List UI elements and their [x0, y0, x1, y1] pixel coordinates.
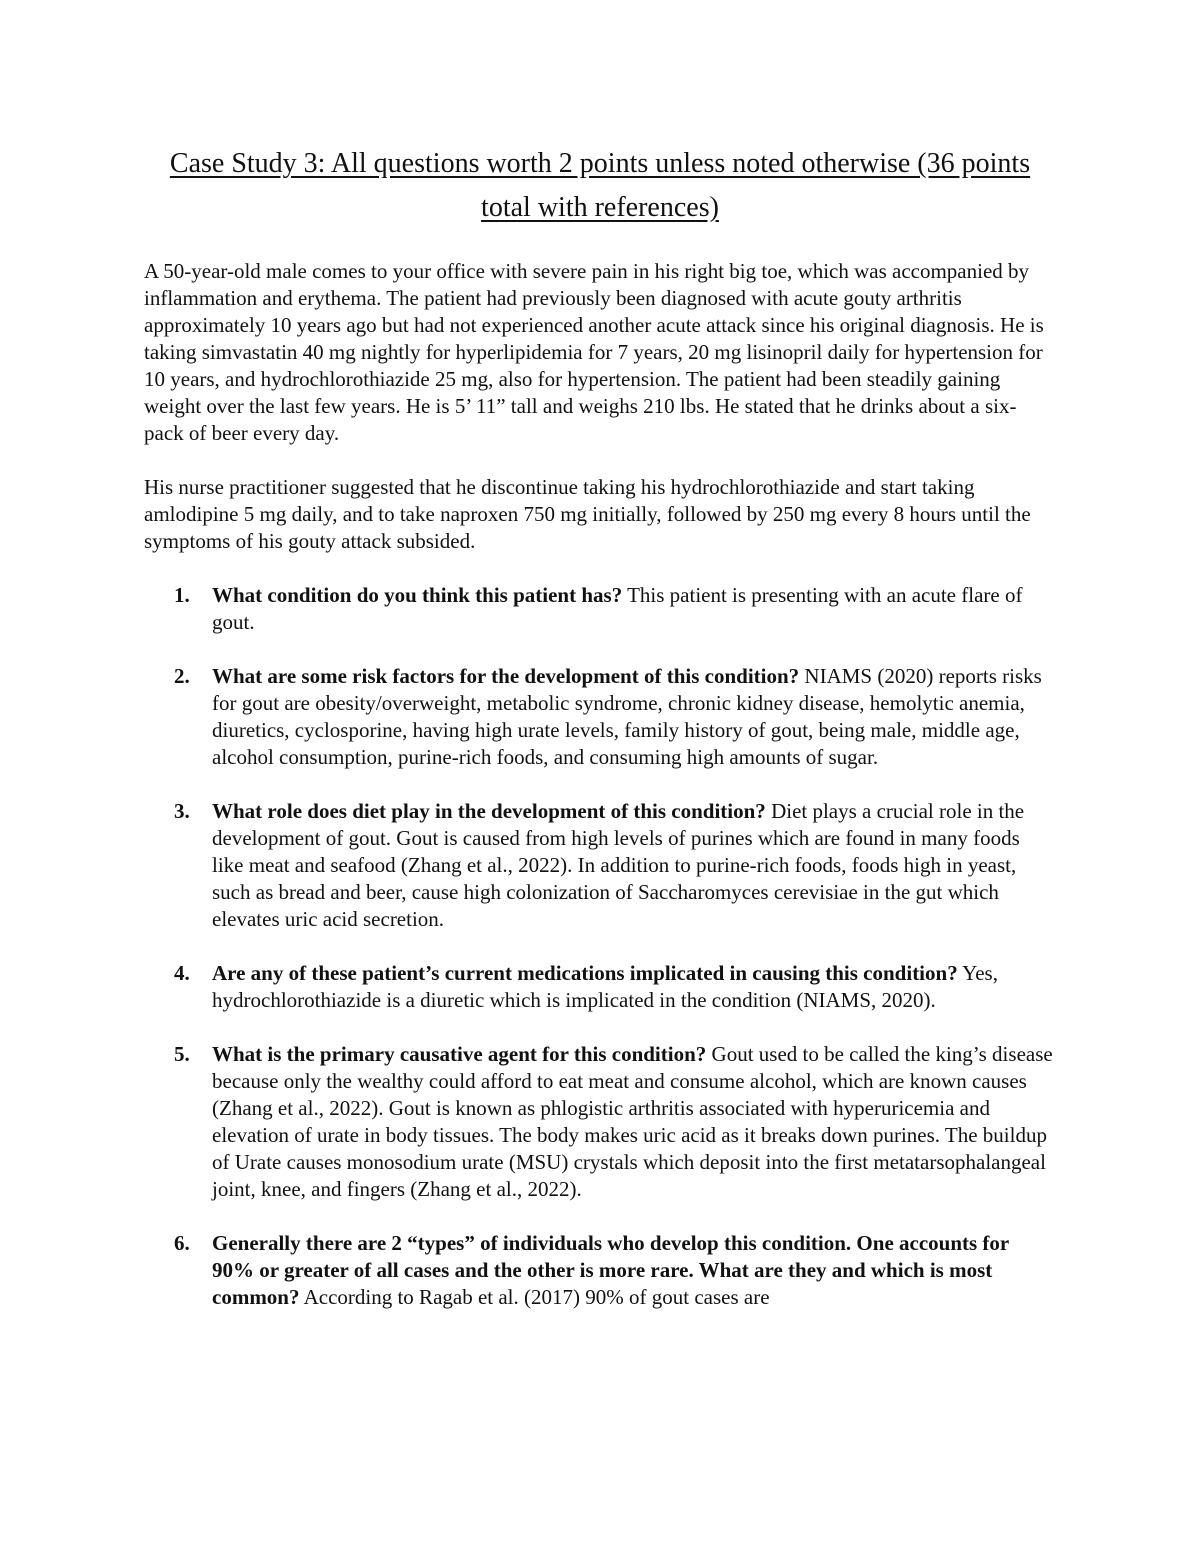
question-text: What is the primary causative agent for this condition?	[212, 1042, 707, 1066]
document-page	[144, 142, 1056, 1338]
question-number: 3.	[174, 799, 190, 823]
answer-text: Diet plays a crucial role in the development of gout. Gout is caused from high levels of purines which are found in many foods like meat and seafood (Zhang et al., 2022). In addition to purine-rich foods, foods high in yeast, such as bread and beer, cause high colonization of Saccharomyces cerevisiae in the gut which elevates uric acid secretion.	[212, 799, 1025, 931]
question-item-4	[144, 960, 1056, 1014]
answer-text: According to Ragab et al. (2017) 90% of gout cases are	[299, 1285, 770, 1309]
question-text: Generally there are 2 “types” of individuals who develop this condition. One accounts for 90% or greater of all cases and the other is more rare. What are they and which is most common?	[212, 1231, 1009, 1309]
question-item-6	[144, 1230, 1056, 1311]
question-list	[144, 582, 1056, 1311]
question-item-1	[144, 582, 1056, 636]
question-item-3	[144, 798, 1056, 933]
question-text: Are any of these patient’s current medications implicated in causing this condition?	[212, 961, 958, 985]
question-text: What are some risk factors for the development of this condition?	[212, 664, 800, 688]
question-item-2	[144, 663, 1056, 771]
question-text: What condition do you think this patient has?	[212, 583, 623, 607]
answer-text: Yes, hydrochlorothiazide is a diuretic which is implicated in the condition (NIAMS, 2020).	[212, 961, 998, 1012]
question-text: What role does diet play in the development of this condition?	[212, 799, 766, 823]
answer-text: Gout used to be called the king’s disease because only the wealthy could afford to eat meat and consume alcohol, which are known causes (Zhang et al., 2022). Gout is known as phlogistic arthritis associated with hyperuricemia and elevation of urate in body tissues. The body makes uric acid as it breaks down purines. The buildup of Urate causes monosodium urate (MSU) crystals which deposit into the first metatarsophalangeal joint, knee, and fingers (Zhang et al., 2022).	[212, 1042, 1053, 1201]
question-number: 5.	[174, 1042, 190, 1066]
question-number: 2.	[174, 664, 190, 688]
answer-text: NIAMS (2020) reports risks for gout are obesity/overweight, metabolic syndrome, chronic kidney disease, hemolytic anemia, diuretics, cyclosporine, having high urate levels, family history of gout, being male, middle age, alcohol consumption, purine-rich foods, and consuming high amounts of sugar.	[212, 664, 1042, 769]
question-number: 4.	[174, 961, 190, 985]
question-number: 6.	[174, 1231, 190, 1255]
question-item-5	[144, 1041, 1056, 1203]
treatment-plan-paragraph: His nurse practitioner suggested that he discontinue taking his hydrochlorothiazide and start taking amlodipine 5 mg daily, and to take naproxen 750 mg initially, followed by 250 mg every 8 hours until the symptoms of his gouty attack subsided.	[144, 475, 1031, 553]
case-description-paragraph: A 50-year-old male comes to your office with severe pain in his right big toe, which was accompanied by inflammation and erythema. The patient had previously been diagnosed with acute gouty arthritis approximately 10 years ago but had not experienced another acute attack since his original diagnosis. He is taking simvastatin 40 mg nightly for hyperlipidemia for 7 years, 20 mg lisinopril daily for hypertension for 10 years, and hydrochlorothiazide 25 mg, also for hypertension. The patient had been steadily gaining weight over the last few years. He is 5’ 11” tall and weighs 210 lbs. He stated that he drinks about a six-pack of beer every day.	[144, 259, 1044, 445]
answer-text: This patient is presenting with an acute flare of gout.	[212, 583, 1023, 634]
document-title: Case Study 3: All questions worth 2 points unless noted otherwise (36 points total with references)	[169, 148, 1031, 223]
question-number: 1.	[174, 583, 190, 607]
